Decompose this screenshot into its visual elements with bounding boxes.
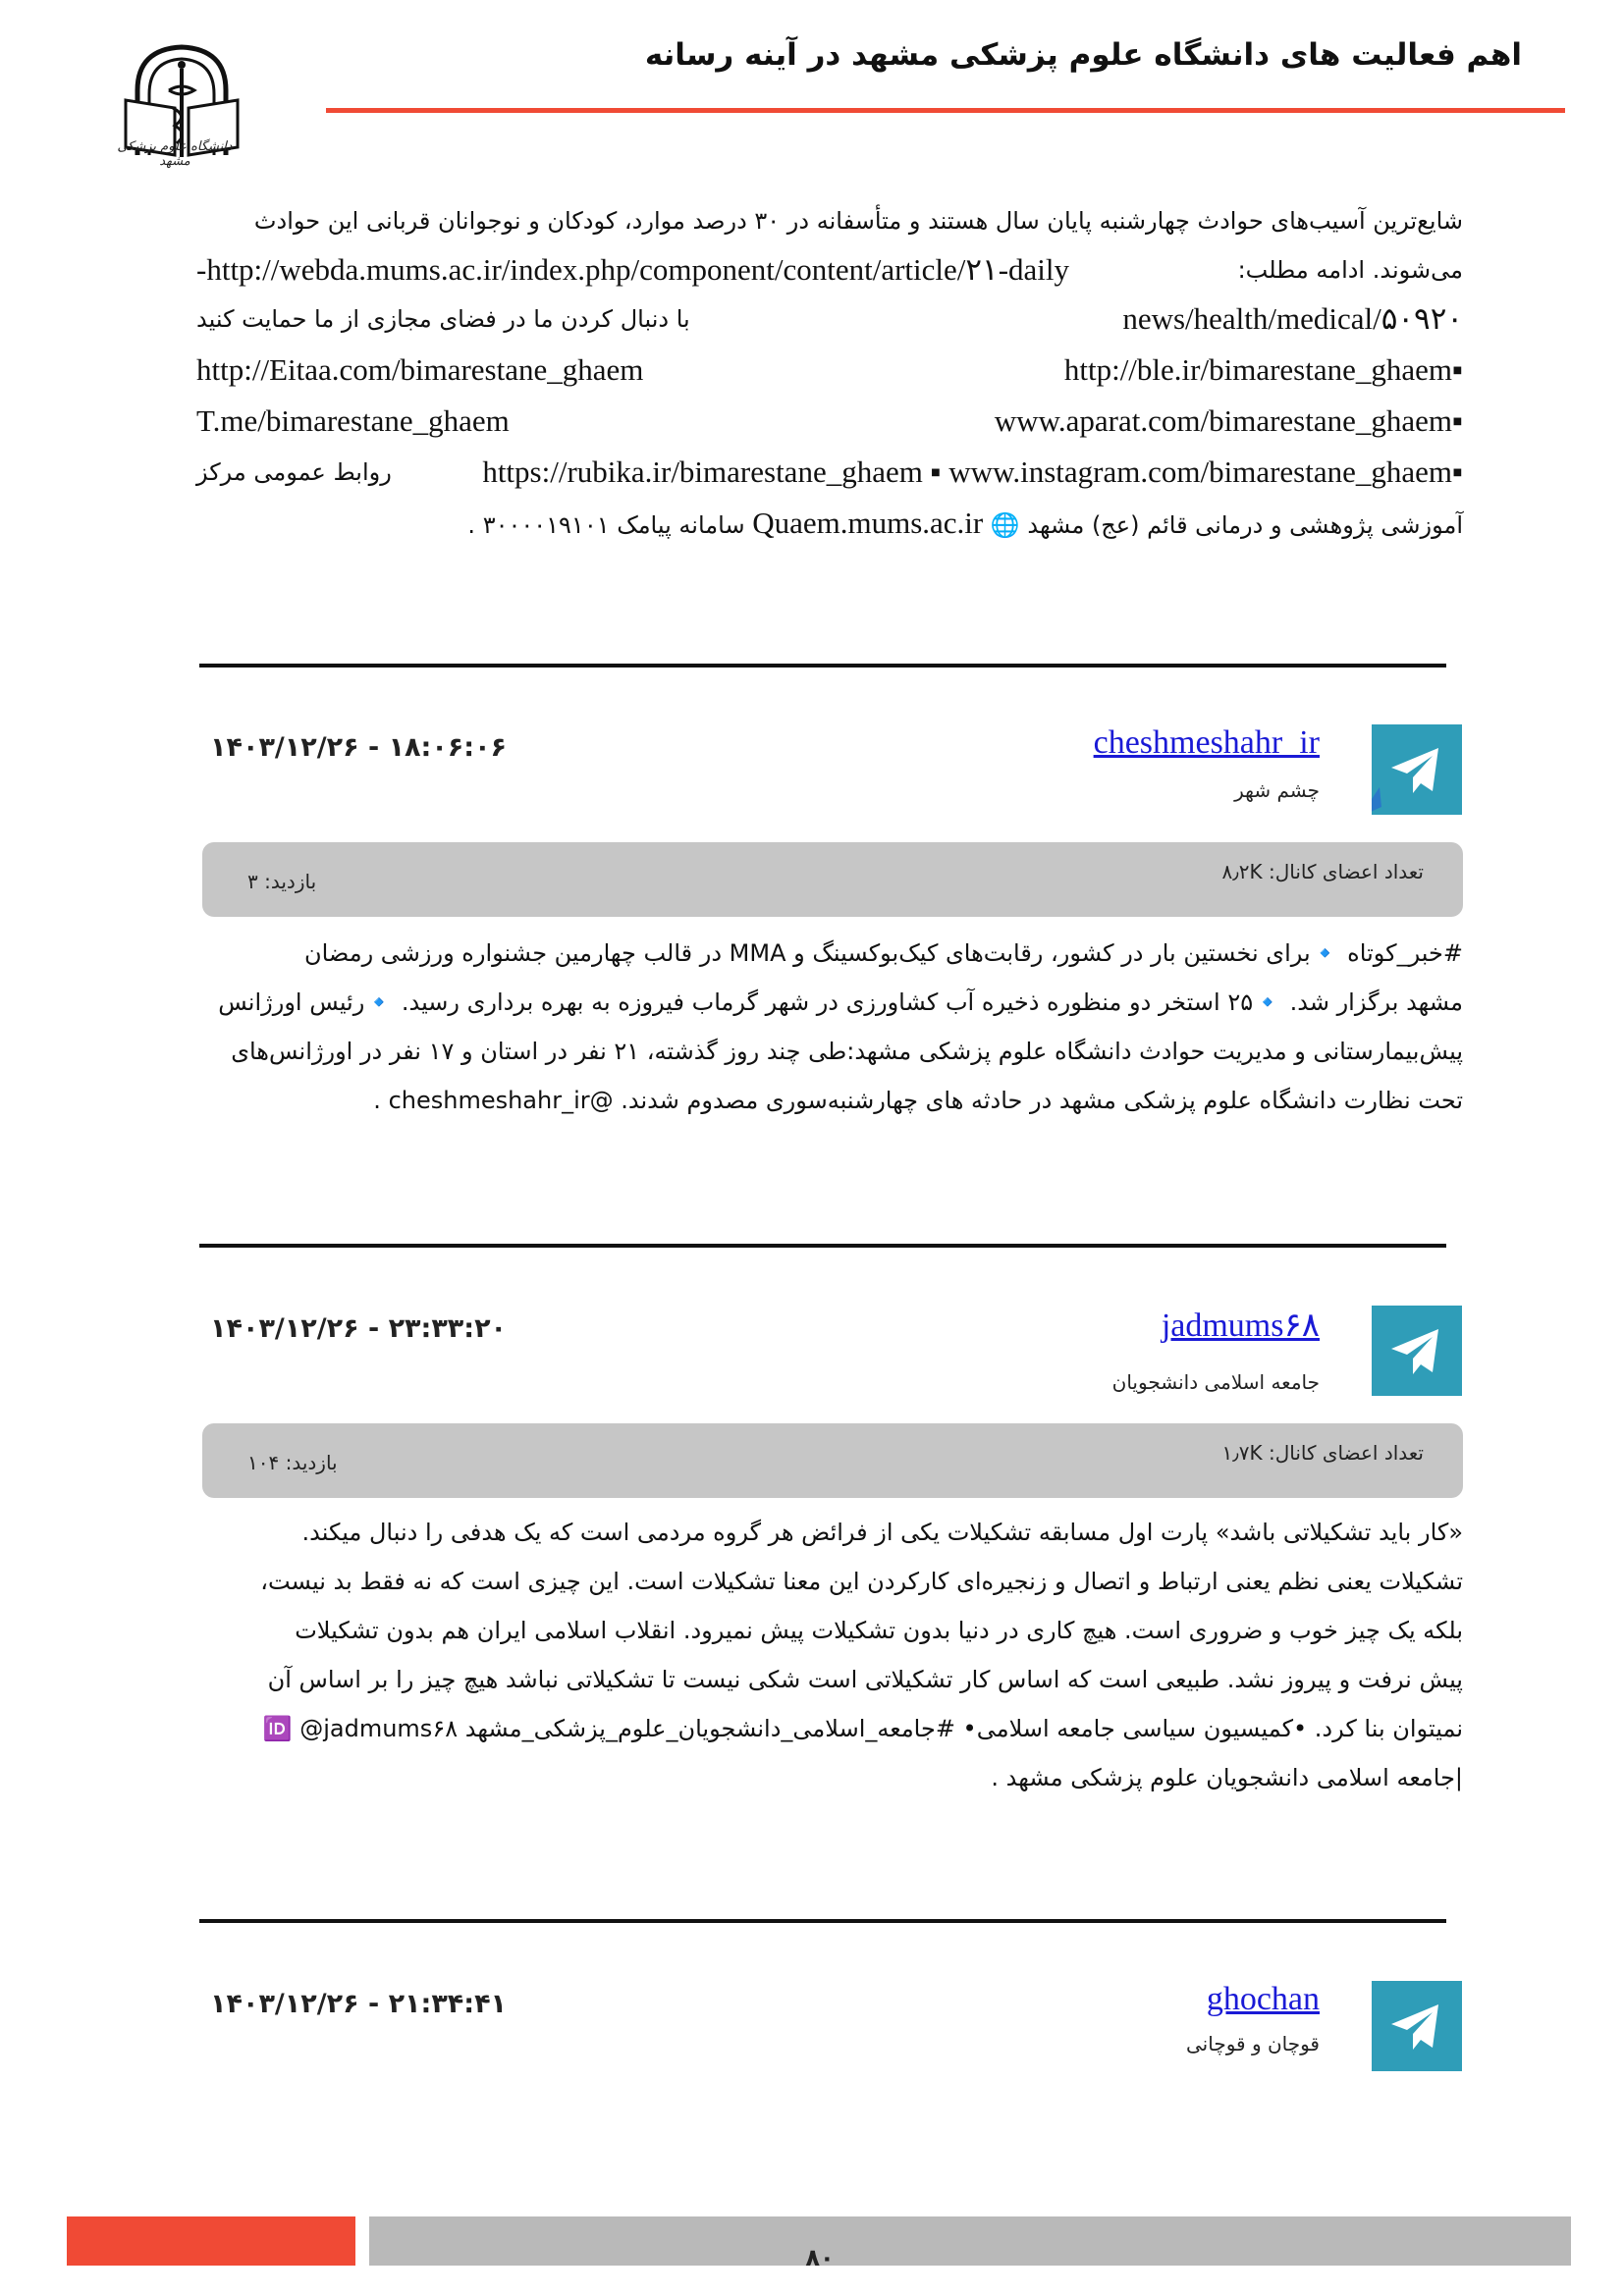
post-line: «کار باید تشکیلاتی باشد» پارت اول مسابقه تشکیلات یکی از فرائض هر گروه مردمی است که یک هدفی را دنبال میکند. <box>301 1519 1463 1546</box>
post-line: |جامعه اسلامی دانشجویان علوم پزشکی مشهد . <box>991 1764 1463 1791</box>
post-body <box>196 929 1463 1125</box>
rubika-link[interactable]: ▪https://rubika.ir/bimarestane_ghaem <box>482 454 1463 489</box>
bale-link[interactable]: ▪http://ble.ir/bimarestane_ghaem <box>1063 352 1463 387</box>
telegram-icon[interactable] <box>1372 1981 1462 2071</box>
post-timestamp: ۱۴۰۳/۱۲/۲۶ - ۲۳:۳۳:۲۰ <box>210 1313 508 1344</box>
post-divider <box>199 664 1446 667</box>
intro-text: می‌شوند. ادامه مطلب: <box>1237 256 1463 284</box>
intro-line <box>196 245 1463 294</box>
channel-name: جامعه اسلامی دانشجویان <box>1111 1370 1320 1394</box>
telegram-link[interactable]: T.me/bimarestane_ghaem <box>196 403 510 438</box>
post-line: نمیتوان بنا کرد. •کمیسیون سیاسی جامعه اسلامی• #جامعه_اسلامی_دانشجویان_علوم_پزشکی_مشهد 🆔 @jadmums۶۸ <box>262 1715 1463 1742</box>
post-line: تحت نظارت دانشگاه علوم پزشکی مشهد در حادثه های چهارشنبه‌سوری مصدوم شدند. @cheshmeshahr_ir . <box>373 1087 1463 1114</box>
post-body <box>196 1508 1463 1802</box>
eitaa-link[interactable]: http://Eitaa.com/bimarestane_ghaem <box>196 352 644 387</box>
globe-icon: 🌐 <box>990 511 1020 539</box>
intro-line <box>196 499 1463 550</box>
channel-link[interactable]: ghochan <box>1206 1981 1320 2017</box>
post-line: مشهد برگزار شد. 🔹۲۵ استخر دو منظوره ذخیره آب کشاورزی در شهر گرماب فیروزه به بهره برداری رسید. 🔹رئیس اورژانس <box>218 988 1463 1016</box>
page-number: ۸۰ <box>805 2244 835 2271</box>
channel-name: قوچان و قوچانی <box>1186 2032 1320 2056</box>
intro-text: آموزشی پژوهشی و درمانی قائم (عج) مشهد <box>1027 511 1463 539</box>
post-line: پیش نرفت و پیروز نشد. طبیعی است که اساس کار تشکیلاتی است شکی نیست تا تشکیلاتی نباشد هیچ چیز را بر اساس آن <box>267 1666 1463 1693</box>
telegram-icon[interactable] <box>1372 1306 1462 1396</box>
website-link[interactable]: Quaem.mums.ac.ir <box>752 506 984 540</box>
channel-link[interactable]: jadmums۶۸ <box>1161 1308 1320 1344</box>
intro-line <box>196 448 1463 499</box>
member-count: تعداد اعضای کانال: ۱٫۷K <box>1221 1441 1424 1465</box>
view-count: بازدید: ۳ <box>247 870 317 893</box>
intro-text: روابط عمومی مرکز <box>196 458 392 486</box>
post-divider <box>199 1244 1446 1248</box>
post-timestamp: ۱۴۰۳/۱۲/۲۶ - ۲۱:۳۴:۴۱ <box>210 1989 508 2019</box>
intro-text: سامانه پیامک ۳۰۰۰۰۱۹۱۰۱ . <box>467 511 745 539</box>
intro-line <box>196 346 1463 397</box>
footer-accent-bar <box>67 2216 355 2266</box>
article-link[interactable]: http://webda.mums.ac.ir/index.php/component/content/article/۲۱-daily- <box>196 252 1070 287</box>
stats-bar <box>202 842 1463 917</box>
aparat-link[interactable]: ▪www.aparat.com/bimarestane_ghaem <box>994 403 1463 438</box>
article-link-tail[interactable]: news/health/medical/۵۰۹۲۰ <box>1122 301 1463 336</box>
post-line: تشکیلات یعنی نظم یعنی ارتباط و اتصال و زنجیره‌ای کارکردن این معنا تشکیلات است. این چیزی است که نه فقط بد نیست، <box>260 1568 1463 1595</box>
logo-caption: دانشگاه علوم پزشکی مشهد <box>117 139 233 169</box>
header-rule <box>326 108 1565 113</box>
instagram-link[interactable]: ▪ www.instagram.com/bimarestane_ghaem <box>930 454 1452 489</box>
member-count: تعداد اعضای کانال: ۸٫۲K <box>1221 860 1424 883</box>
view-count: بازدید: ۱۰۴ <box>247 1451 338 1474</box>
post-line: بلکه یک چیز خوب و ضروری است. هیچ کاری در دنیا بدون تشکیلات پیش نمیرود. انقلاب اسلامی ایران هم بدون تشکیلات <box>295 1617 1463 1644</box>
post-line: پیش‌بیمارستانی و مدیریت حوادث دانشگاه علوم پزشکی مشهد:طی چند روز گذشته، ۲۱ نفر در استان و ۱۷ نفر در اورژانس‌های <box>231 1038 1463 1065</box>
intro-line <box>196 397 1463 448</box>
channel-name: چشم شهر <box>1234 778 1320 802</box>
stats-bar <box>202 1423 1463 1498</box>
intro-line <box>196 294 1463 346</box>
channel-link[interactable]: cheshmeshahr_ir <box>1093 724 1320 761</box>
page-title: اهم فعالیت های دانشگاه علوم پزشکی مشهد در آینه رسانه <box>644 37 1522 73</box>
footer-bar <box>369 2216 1571 2266</box>
intro-line: شایع‌ترین آسیب‌های حوادث چهارشنبه پایان سال هستند و متأسفانه در ۳۰ درصد موارد، کودکان و نوجوانان قربانی این حوادث <box>253 207 1463 235</box>
post-divider <box>199 1919 1446 1923</box>
post-timestamp: ۱۴۰۳/۱۲/۲۶ - ۱۸:۰۶:۰۶ <box>210 732 508 763</box>
telegram-icon[interactable] <box>1372 724 1462 815</box>
intro-text: با دنبال کردن ما در فضای مجازی از ما حمایت کنید <box>196 305 690 333</box>
post-line: #خبر_کوتاه 🔹برای نخستین بار در کشور، رقابت‌های کیک‌بوکسینگ و MMA در قالب چهارمین جشنواره ورزشی رمضان <box>303 939 1463 967</box>
intro-paragraph <box>196 196 1463 550</box>
